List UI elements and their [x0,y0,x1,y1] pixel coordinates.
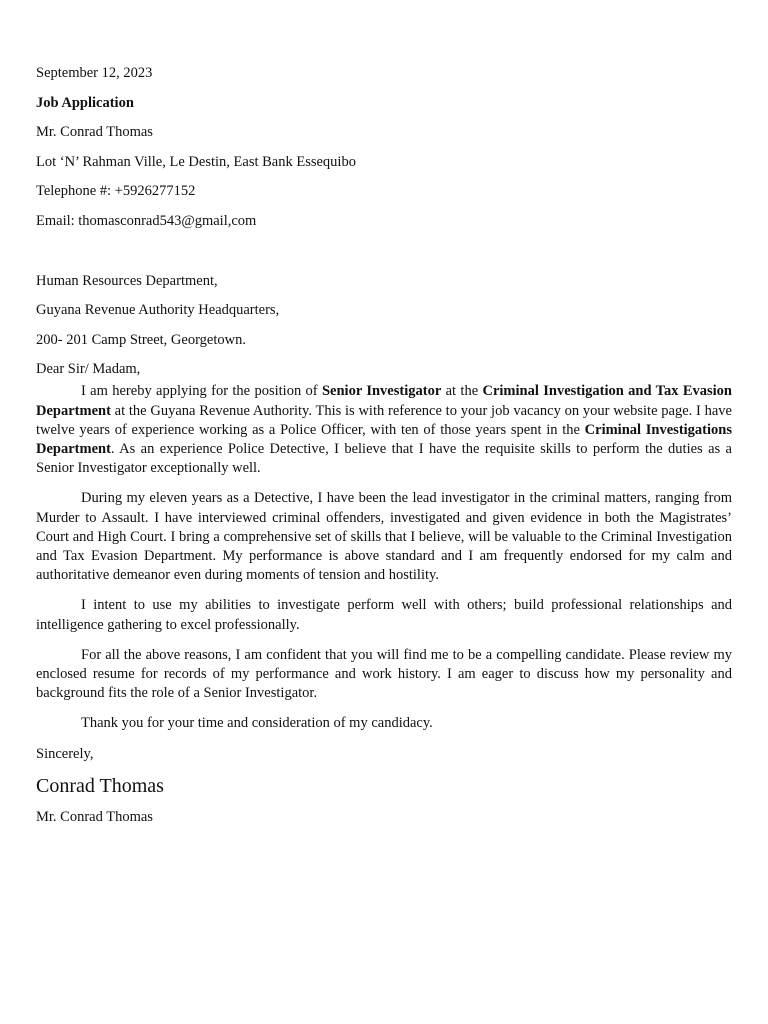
p1-bold-cid: Criminal Investigations Department [36,421,732,457]
signature: Conrad Thomas [36,775,164,798]
body-paragraph-1 [36,382,732,478]
sender-telephone: Telephone #: +5926277152 [36,183,196,200]
recipient-department: Human Resources Department, [36,272,218,289]
body-paragraph-3: I intent to use my abilities to investigate perform well with others; build professional relationships and intelligence gathering to excel professionally. [36,597,732,633]
p1-text-2: at the [441,383,483,400]
salutation: Dear Sir/ Madam, [36,361,141,378]
sender-name: Mr. Conrad Thomas [36,124,153,141]
p1-bold-position: Senior Investigator [321,383,442,400]
p1-text-1: I am hereby applying for the position of [81,383,322,400]
valediction: Sincerely, [36,745,94,762]
body-paragraph-5: Thank you for your time and consideration of my candidacy. [81,715,433,732]
recipient-organization: Guyana Revenue Authority Headquarters, [36,302,280,319]
sender-email: Email: thomasconrad543@gmail,com [36,212,257,229]
body-paragraph-2: During my eleven years as a Detective, I have been the lead investigator in the criminal matters, ranging from Murder to Assault. I have interviewed criminal offenders, investigated and given evidence in both the Magistrates’ Court and High Court. I bring a comprehensive set of skills that I believe, will be valuable to the Criminal Investigation and Tax Evasion Department. My performance is above standard and I am frequently endorsed for my calm and authoritative demeanor even during moments of tension and hostility. [36,490,732,584]
printed-name: Mr. Conrad Thomas [36,809,153,826]
body-paragraph-4: For all the above reasons, I am confident that you will find me to be a compelling candidate. Please review my enclosed resume for records of my performance and work history. I am eager to discuss how my personality and background fits the role of a Senior Investigator. [36,646,732,702]
spacer [36,242,732,272]
letter-page [36,64,732,838]
recipient-address: 200- 201 Camp Street, Georgetown. [36,331,246,348]
letter-subject: Job Application [36,94,134,111]
letter-date: September 12, 2023 [36,65,153,81]
p1-text-4: . As an experience Police Detective, I believe that I have the requisite skills to perform the duties as a Senior Investigator exceptionally well. [36,440,732,477]
sender-address: Lot ‘N’ Rahman Ville, Le Destin, East Bank Essequibo [36,153,356,170]
p1-bold-department: Criminal Investigation and Tax Evasion Department [36,383,732,419]
p1-text-3: at the Guyana Revenue Authority. This is with reference to your job vacancy on your website page. I have twelve years of experience working as a Police Officer, with ten of those years spent in the [36,402,732,438]
